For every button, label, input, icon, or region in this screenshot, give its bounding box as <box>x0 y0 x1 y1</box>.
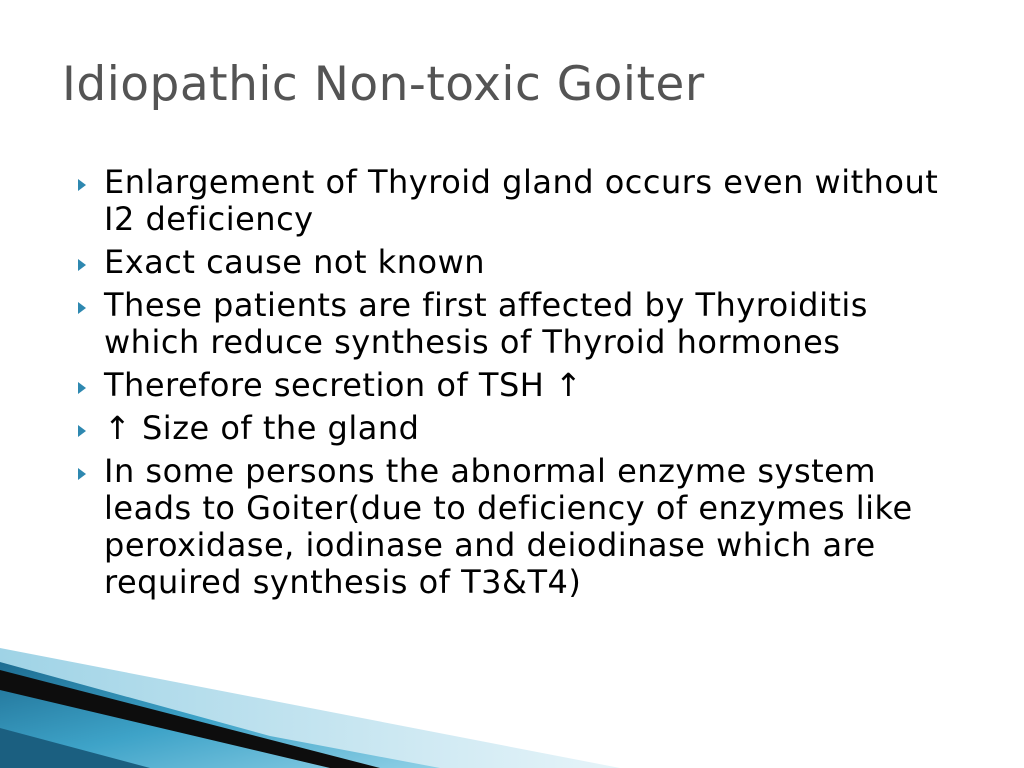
bullet-item <box>74 367 954 404</box>
bullet-text: Enlargement of Thyroid gland occurs even without I2 deficiency <box>104 163 939 238</box>
bullet-text: These patients are first affected by Thyroiditis which reduce synthesis of Thyroid hormones <box>104 286 868 361</box>
slide-title: Idiopathic Non-toxic Goiter <box>62 57 705 112</box>
pale-band <box>0 648 620 768</box>
bullet-text: In some persons the abnormal enzyme system leads to Goiter(due to deficiency of enzymes like peroxidase, iodinase and deiodinase which are required synthesis of T3&T4) <box>104 452 913 601</box>
bullet-text: Exact cause not known <box>104 243 486 281</box>
bullet-text: ↑ Size of the gland <box>104 409 420 447</box>
bullet-item <box>74 164 954 238</box>
triangle-right-icon <box>78 382 86 394</box>
triangle-right-icon <box>78 302 86 314</box>
dark-blue-band <box>0 728 150 768</box>
bullet-item <box>74 410 954 447</box>
corner-decoration <box>0 640 620 768</box>
black-stripe <box>0 670 380 768</box>
bullet-text: Therefore secretion of TSH ↑ <box>104 366 583 404</box>
triangle-right-icon <box>78 259 86 271</box>
bullet-list <box>74 164 954 607</box>
triangle-right-icon <box>78 468 86 480</box>
bullet-item <box>74 453 954 601</box>
blue-band <box>0 662 440 768</box>
bullet-item <box>74 244 954 281</box>
triangle-right-icon <box>78 425 86 437</box>
triangle-right-icon <box>78 179 86 191</box>
bullet-item <box>74 287 954 361</box>
